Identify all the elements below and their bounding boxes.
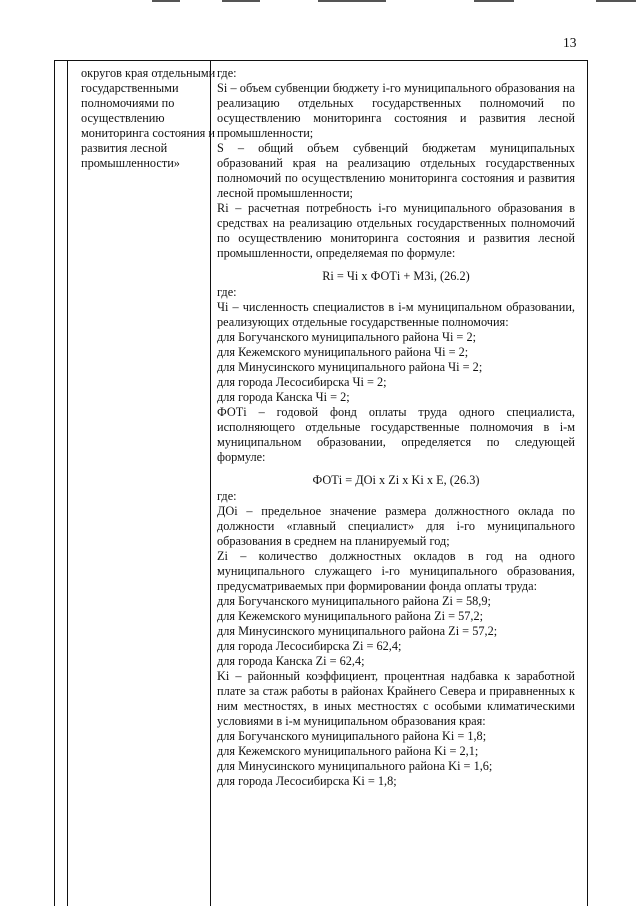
table-right-cell	[217, 66, 575, 789]
table-left-cell-text: округов края отдельными государственными полномочиями по осуществлению мониторинга состояния и развития лесной промышленности»	[81, 66, 216, 170]
paragraph: для Богучанского муниципального района Чi = 2;	[217, 330, 477, 344]
paragraph: ФОТi – годовой фонд оплаты труда одного специалиста, исполняющего отдельные государственные полномочия в i-м муниципальном образовании, определяется по следующей формуле:	[217, 405, 575, 464]
paragraph: для Минусинского муниципального района Zi = 57,2;	[217, 624, 498, 638]
paragraph: где:	[217, 489, 237, 503]
paragraph: для Богучанского муниципального района Zi = 58,9;	[217, 594, 491, 608]
paragraph: S – общий объем субвенций бюджетам муниципальных образований края на реализацию отдельных государственных полномочий по осуществлению мониторинга состояния и развития лесной промышленности;	[217, 141, 575, 200]
paragraph: для Кежемского муниципального района Чi = 2;	[217, 345, 469, 359]
scan-artifact-line	[474, 0, 514, 2]
paragraph: для города Канска Zi = 62,4;	[217, 654, 365, 668]
paragraph: Ri – расчетная потребность i-го муниципального образования в средствах на реализацию отдельных государственных полномочий по осуществлению мониторинга состояния и развития лесной промышленности, определяемая по формуле:	[217, 201, 575, 260]
scan-artifact-line	[222, 0, 260, 2]
paragraph: для города Лесосибирска Zi = 62,4;	[217, 639, 402, 653]
paragraph: для Минусинского муниципального района Чi = 2;	[217, 360, 483, 374]
paragraph: Чi – численность специалистов в i-м муниципальном образовании, реализующих отдельные государственные полномочия:	[217, 300, 575, 329]
paragraph: где:	[217, 66, 237, 80]
page-number: 13	[563, 35, 577, 50]
paragraph: для Богучанского муниципального района Ki = 1,8;	[217, 729, 487, 743]
column-divider	[67, 61, 68, 906]
paragraph: для Минусинского муниципального района Ki = 1,6;	[217, 759, 493, 773]
paragraph: для Кежемского муниципального района Zi = 57,2;	[217, 609, 484, 623]
paragraph: Si – объем субвенции бюджету i-го муниципального образования на реализацию отдельных государственных полномочий по осуществлению мониторинга состояния и развития лесной промышленности;	[217, 81, 575, 140]
formula: Ri = Чi x ФОТi + МЗi, (26.2)	[322, 269, 470, 283]
paragraph: ДОi – предельное значение размера должностного оклада по должности «главный специалист» для i-го муниципального образования в среднем на планируемый год;	[217, 504, 575, 548]
document-table	[54, 60, 588, 906]
paragraph: Zi – количество должностных окладов в год на одного муниципального служащего i-го муниципального образования, предусматриваемых при формировании фонда оплаты труда:	[217, 549, 575, 593]
formula: ФОТi = ДОi x Zi x Ki x E, (26.3)	[312, 473, 480, 487]
column-divider	[210, 61, 211, 906]
paragraph: Ki – районный коэффициент, процентная надбавка к заработной плате за стаж работы в районах Крайнего Севера и приравненных к ним местностях, в иных местностях с особыми климатическими условиями в i-м муниципальном образования края:	[217, 669, 575, 728]
scan-artifact-line	[596, 0, 636, 2]
scan-artifact-line	[152, 0, 180, 2]
paragraph: для города Лесосибирска Чi = 2;	[217, 375, 387, 389]
paragraph: для Кежемского муниципального района Ki = 2,1;	[217, 744, 479, 758]
scan-artifact-line	[318, 0, 386, 2]
paragraph: для города Лесосибирска Ki = 1,8;	[217, 774, 397, 788]
paragraph: для города Канска Чi = 2;	[217, 390, 350, 404]
paragraph: где:	[217, 285, 237, 299]
